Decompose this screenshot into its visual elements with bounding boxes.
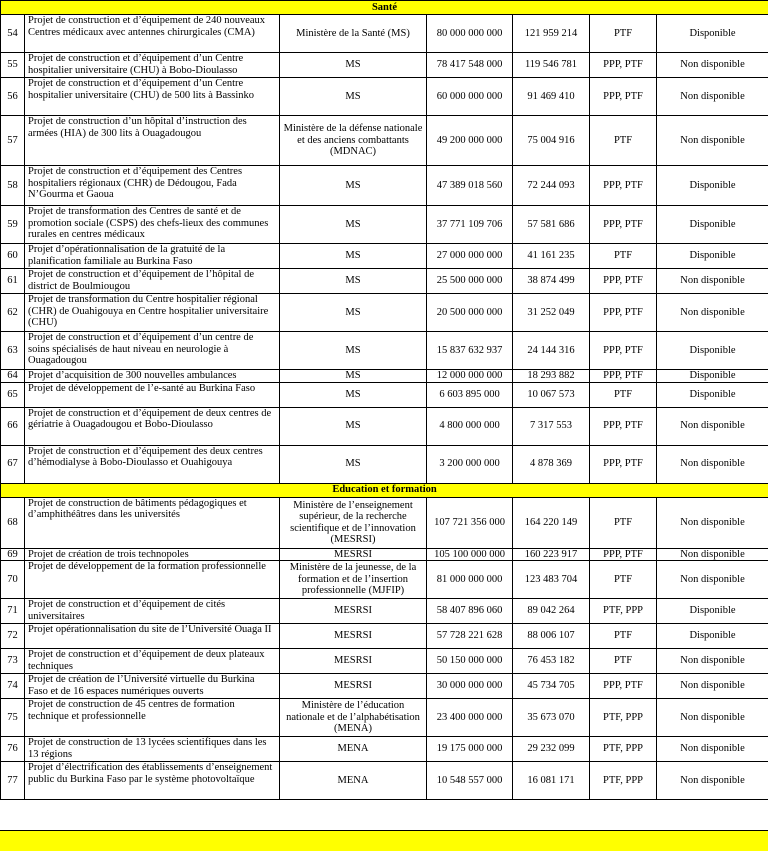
- ministry: MENA: [280, 737, 427, 762]
- feasibility-status: Non disponible: [657, 561, 768, 599]
- table-row: [1, 407, 768, 445]
- row-number: 76: [1, 737, 25, 762]
- table-row: [1, 699, 768, 737]
- financing-mode: PTF: [590, 497, 657, 548]
- feasibility-status: Non disponible: [657, 269, 768, 294]
- ministry: MESRSI: [280, 649, 427, 674]
- financing-mode: PPP, PTF: [590, 206, 657, 244]
- financing-mode: PTF, PPP: [590, 599, 657, 624]
- row-number: 72: [1, 624, 25, 649]
- cost-eur: 35 673 070: [513, 699, 590, 737]
- financing-mode: PPP, PTF: [590, 674, 657, 699]
- cost-fcfa: 10 548 557 000: [427, 762, 513, 800]
- project-name: Projet de construction et d’équipement d’un Centre hospitalier universitaire (CHU) de 500 lits à Bassinko: [25, 78, 280, 116]
- ministry: MS: [280, 294, 427, 332]
- feasibility-status: Disponible: [657, 332, 768, 370]
- feasibility-status: Non disponible: [657, 407, 768, 445]
- cost-fcfa: 15 837 632 937: [427, 332, 513, 370]
- ministry: MS: [280, 78, 427, 116]
- row-number: 71: [1, 599, 25, 624]
- cost-fcfa: 12 000 000 000: [427, 370, 513, 383]
- cost-eur: 88 006 107: [513, 624, 590, 649]
- cost-fcfa: 6 603 895 000: [427, 382, 513, 407]
- financing-mode: PTF: [590, 649, 657, 674]
- project-name: Projet de construction et d’équipement de deux centres de gériatrie à Ouagadougou et Bobo-Dioulasso: [25, 407, 280, 445]
- financing-mode: PPP, PTF: [590, 548, 657, 561]
- project-name: Projet de construction de bâtiments pédagogiques et d’amphithéâtres dans les universités: [25, 497, 280, 548]
- cost-fcfa: 3 200 000 000: [427, 445, 513, 483]
- cost-eur: 119 546 781: [513, 53, 590, 78]
- project-name: Projet de construction et d’équipement de l’hôpital de district de Boulmiougou: [25, 269, 280, 294]
- project-name: Projet de construction et d’équipement des deux centres d’hémodialyse à Bobo-Dioulasso et Ouahigouya: [25, 445, 280, 483]
- row-number: 70: [1, 561, 25, 599]
- table-row: [1, 53, 768, 78]
- project-name: Projet d’acquisition de 300 nouvelles ambulances: [25, 370, 280, 383]
- cost-eur: 10 067 573: [513, 382, 590, 407]
- cost-fcfa: 25 500 000 000: [427, 269, 513, 294]
- ministry: MS: [280, 445, 427, 483]
- cost-fcfa: 50 150 000 000: [427, 649, 513, 674]
- project-name: Projet de transformation du Centre hospitalier régional (CHR) de Ouahigouya en Centre hospitalier universitaire (CHU): [25, 294, 280, 332]
- next-section-header: [0, 830, 768, 851]
- row-number: 68: [1, 497, 25, 548]
- project-name: Projet de construction et d’équipement d’un Centre hospitalier universitaire (CHU) à Bobo-Dioulasso: [25, 53, 280, 78]
- feasibility-status: Non disponible: [657, 699, 768, 737]
- feasibility-status: Non disponible: [657, 737, 768, 762]
- cost-eur: 29 232 099: [513, 737, 590, 762]
- feasibility-status: Non disponible: [657, 762, 768, 800]
- row-number: 63: [1, 332, 25, 370]
- project-name: Projet de construction d’un hôpital d’instruction des armées (HIA) de 300 lits à Ouagadougou: [25, 116, 280, 166]
- ministry: MESRSI: [280, 599, 427, 624]
- cost-fcfa: 23 400 000 000: [427, 699, 513, 737]
- project-name: Projet de construction et d’équipement de cités universitaires: [25, 599, 280, 624]
- row-number: 58: [1, 166, 25, 206]
- table-row: [1, 737, 768, 762]
- cost-eur: 45 734 705: [513, 674, 590, 699]
- cost-eur: 16 081 171: [513, 762, 590, 800]
- row-number: 57: [1, 116, 25, 166]
- feasibility-status: Non disponible: [657, 294, 768, 332]
- cost-fcfa: 81 000 000 000: [427, 561, 513, 599]
- cost-fcfa: 107 721 356 000: [427, 497, 513, 548]
- project-name: Projet de transformation des Centres de santé et de promotion sociale (CSPS) des chefs-lieux des communes rurales en centres médicaux: [25, 206, 280, 244]
- cost-eur: 18 293 882: [513, 370, 590, 383]
- table-row: [1, 445, 768, 483]
- project-name: Projet d’électrification des établissements d’enseignement public du Burkina Faso par le système photovoltaïque: [25, 762, 280, 800]
- feasibility-status: Non disponible: [657, 649, 768, 674]
- feasibility-status: Disponible: [657, 206, 768, 244]
- feasibility-status: Non disponible: [657, 548, 768, 561]
- feasibility-status: Disponible: [657, 244, 768, 269]
- section-header: [1, 483, 768, 497]
- financing-mode: PPP, PTF: [590, 269, 657, 294]
- feasibility-status: Non disponible: [657, 116, 768, 166]
- cost-fcfa: 60 000 000 000: [427, 78, 513, 116]
- project-name: Projet de création de l’Université virtuelle du Burkina Faso et de 16 espaces numériques ouverts: [25, 674, 280, 699]
- cost-fcfa: 4 800 000 000: [427, 407, 513, 445]
- table-row: [1, 649, 768, 674]
- ministry: Ministère de l’enseignement supérieur, de la recherche scientifique et de l’innovation (MESRSI): [280, 497, 427, 548]
- project-name: Projet de construction de 45 centres de formation technique et professionnelle: [25, 699, 280, 737]
- feasibility-status: Non disponible: [657, 53, 768, 78]
- financing-mode: PPP, PTF: [590, 53, 657, 78]
- financing-mode: PTF, PPP: [590, 737, 657, 762]
- row-number: 67: [1, 445, 25, 483]
- table-row: [1, 269, 768, 294]
- feasibility-status: Disponible: [657, 624, 768, 649]
- cost-eur: 123 483 704: [513, 561, 590, 599]
- table-row: [1, 624, 768, 649]
- ministry: MS: [280, 244, 427, 269]
- project-name: Projet de construction et d’équipement de 240 nouveaux Centres médicaux avec antennes chirurgicales (CMA): [25, 15, 280, 53]
- cost-eur: 57 581 686: [513, 206, 590, 244]
- row-number: 59: [1, 206, 25, 244]
- projects-table-body: [1, 1, 768, 800]
- ministry: Ministère de la jeunesse, de la formation et de l’insertion professionnelle (MJFIP): [280, 561, 427, 599]
- cost-fcfa: 49 200 000 000: [427, 116, 513, 166]
- cost-fcfa: 27 000 000 000: [427, 244, 513, 269]
- financing-mode: PPP, PTF: [590, 166, 657, 206]
- table-row: [1, 15, 768, 53]
- feasibility-status: Disponible: [657, 15, 768, 53]
- row-number: 66: [1, 407, 25, 445]
- cost-eur: 164 220 149: [513, 497, 590, 548]
- cost-fcfa: 78 417 548 000: [427, 53, 513, 78]
- feasibility-status: Disponible: [657, 599, 768, 624]
- table-row: [1, 78, 768, 116]
- cost-eur: 7 317 553: [513, 407, 590, 445]
- feasibility-status: Non disponible: [657, 78, 768, 116]
- ministry: MS: [280, 382, 427, 407]
- cost-eur: 4 878 369: [513, 445, 590, 483]
- row-number: 74: [1, 674, 25, 699]
- row-number: 75: [1, 699, 25, 737]
- project-name: Projet d’opérationnalisation de la gratuité de la planification familiale au Burkina Faso: [25, 244, 280, 269]
- table-row: [1, 497, 768, 548]
- feasibility-status: Disponible: [657, 166, 768, 206]
- feasibility-status: Disponible: [657, 370, 768, 383]
- section-header: [1, 1, 768, 15]
- row-number: 73: [1, 649, 25, 674]
- ministry: MS: [280, 269, 427, 294]
- financing-mode: PPP, PTF: [590, 445, 657, 483]
- ministry: MESRSI: [280, 548, 427, 561]
- cost-eur: 160 223 917: [513, 548, 590, 561]
- project-name: Projet opérationnalisation du site de l’Université Ouaga II: [25, 624, 280, 649]
- cost-fcfa: 30 000 000 000: [427, 674, 513, 699]
- financing-mode: PTF: [590, 244, 657, 269]
- table-row: [1, 382, 768, 407]
- cost-fcfa: 105 100 000 000: [427, 548, 513, 561]
- cost-fcfa: 20 500 000 000: [427, 294, 513, 332]
- cost-eur: 72 244 093: [513, 166, 590, 206]
- project-name: Projet de construction et d’équipement des Centres hospitaliers régionaux (CHR) de Dédougou, Fada N’Gourma et Gaoua: [25, 166, 280, 206]
- ministry: MESRSI: [280, 674, 427, 699]
- ministry: MS: [280, 332, 427, 370]
- row-number: 64: [1, 370, 25, 383]
- financing-mode: PTF: [590, 15, 657, 53]
- project-name: Projet de construction et d’équipement de deux plateaux techniques: [25, 649, 280, 674]
- project-name: Projet de construction de 13 lycées scientifiques dans les 13 régions: [25, 737, 280, 762]
- project-name: Projet de développement de l’e-santé au Burkina Faso: [25, 382, 280, 407]
- financing-mode: PTF: [590, 624, 657, 649]
- financing-mode: PPP, PTF: [590, 294, 657, 332]
- financing-mode: PPP, PTF: [590, 407, 657, 445]
- ministry: MS: [280, 53, 427, 78]
- table-row: [1, 561, 768, 599]
- table-row: [1, 244, 768, 269]
- feasibility-status: Non disponible: [657, 497, 768, 548]
- financing-mode: PPP, PTF: [590, 370, 657, 383]
- row-number: 60: [1, 244, 25, 269]
- cost-fcfa: 57 728 221 628: [427, 624, 513, 649]
- cost-eur: 121 959 214: [513, 15, 590, 53]
- cost-eur: 31 252 049: [513, 294, 590, 332]
- table-row: [1, 332, 768, 370]
- ministry: MS: [280, 370, 427, 383]
- financing-mode: PPP, PTF: [590, 78, 657, 116]
- ministry: Ministère de l’éducation nationale et de l’alphabétisation (MENA): [280, 699, 427, 737]
- financing-mode: PTF: [590, 382, 657, 407]
- ministry: Ministère de la Santé (MS): [280, 15, 427, 53]
- financing-mode: PTF: [590, 116, 657, 166]
- ministry: Ministère de la défense nationale et des anciens combattants (MDNAC): [280, 116, 427, 166]
- row-number: 62: [1, 294, 25, 332]
- row-number: 69: [1, 548, 25, 561]
- table-row: [1, 294, 768, 332]
- financing-mode: PTF: [590, 561, 657, 599]
- cost-eur: 24 144 316: [513, 332, 590, 370]
- row-number: 61: [1, 269, 25, 294]
- cost-eur: 76 453 182: [513, 649, 590, 674]
- table-row: [1, 762, 768, 800]
- project-name: Projet de construction et d’équipement d’un centre de soins spécialisés de haut niveau en neurologie à Ouagadougou: [25, 332, 280, 370]
- table-row: [1, 599, 768, 624]
- table-row: [1, 116, 768, 166]
- table-row: [1, 548, 768, 561]
- table-row: [1, 674, 768, 699]
- row-number: 65: [1, 382, 25, 407]
- row-number: 56: [1, 78, 25, 116]
- section-title: Education et formation: [1, 483, 768, 497]
- cost-fcfa: 47 389 018 560: [427, 166, 513, 206]
- table-row: [1, 206, 768, 244]
- ministry: MESRSI: [280, 624, 427, 649]
- financing-mode: PTF, PPP: [590, 762, 657, 800]
- row-number: 54: [1, 15, 25, 53]
- row-number: 55: [1, 53, 25, 78]
- project-name: Projet de création de trois technopoles: [25, 548, 280, 561]
- cost-eur: 89 042 264: [513, 599, 590, 624]
- ministry: MS: [280, 166, 427, 206]
- table-row: [1, 370, 768, 383]
- cost-fcfa: 80 000 000 000: [427, 15, 513, 53]
- ministry: MENA: [280, 762, 427, 800]
- financing-mode: PPP, PTF: [590, 332, 657, 370]
- cost-fcfa: 37 771 109 706: [427, 206, 513, 244]
- row-number: 77: [1, 762, 25, 800]
- ministry: MS: [280, 407, 427, 445]
- feasibility-status: Non disponible: [657, 674, 768, 699]
- ministry: MS: [280, 206, 427, 244]
- cost-fcfa: 58 407 896 060: [427, 599, 513, 624]
- table-row: [1, 166, 768, 206]
- cost-eur: 91 469 410: [513, 78, 590, 116]
- feasibility-status: Non disponible: [657, 445, 768, 483]
- cost-eur: 41 161 235: [513, 244, 590, 269]
- financing-mode: PTF, PPP: [590, 699, 657, 737]
- cost-eur: 75 004 916: [513, 116, 590, 166]
- cost-fcfa: 19 175 000 000: [427, 737, 513, 762]
- feasibility-status: Disponible: [657, 382, 768, 407]
- project-name: Projet de développement de la formation professionnelle: [25, 561, 280, 599]
- section-title: Santé: [1, 1, 768, 15]
- cost-eur: 38 874 499: [513, 269, 590, 294]
